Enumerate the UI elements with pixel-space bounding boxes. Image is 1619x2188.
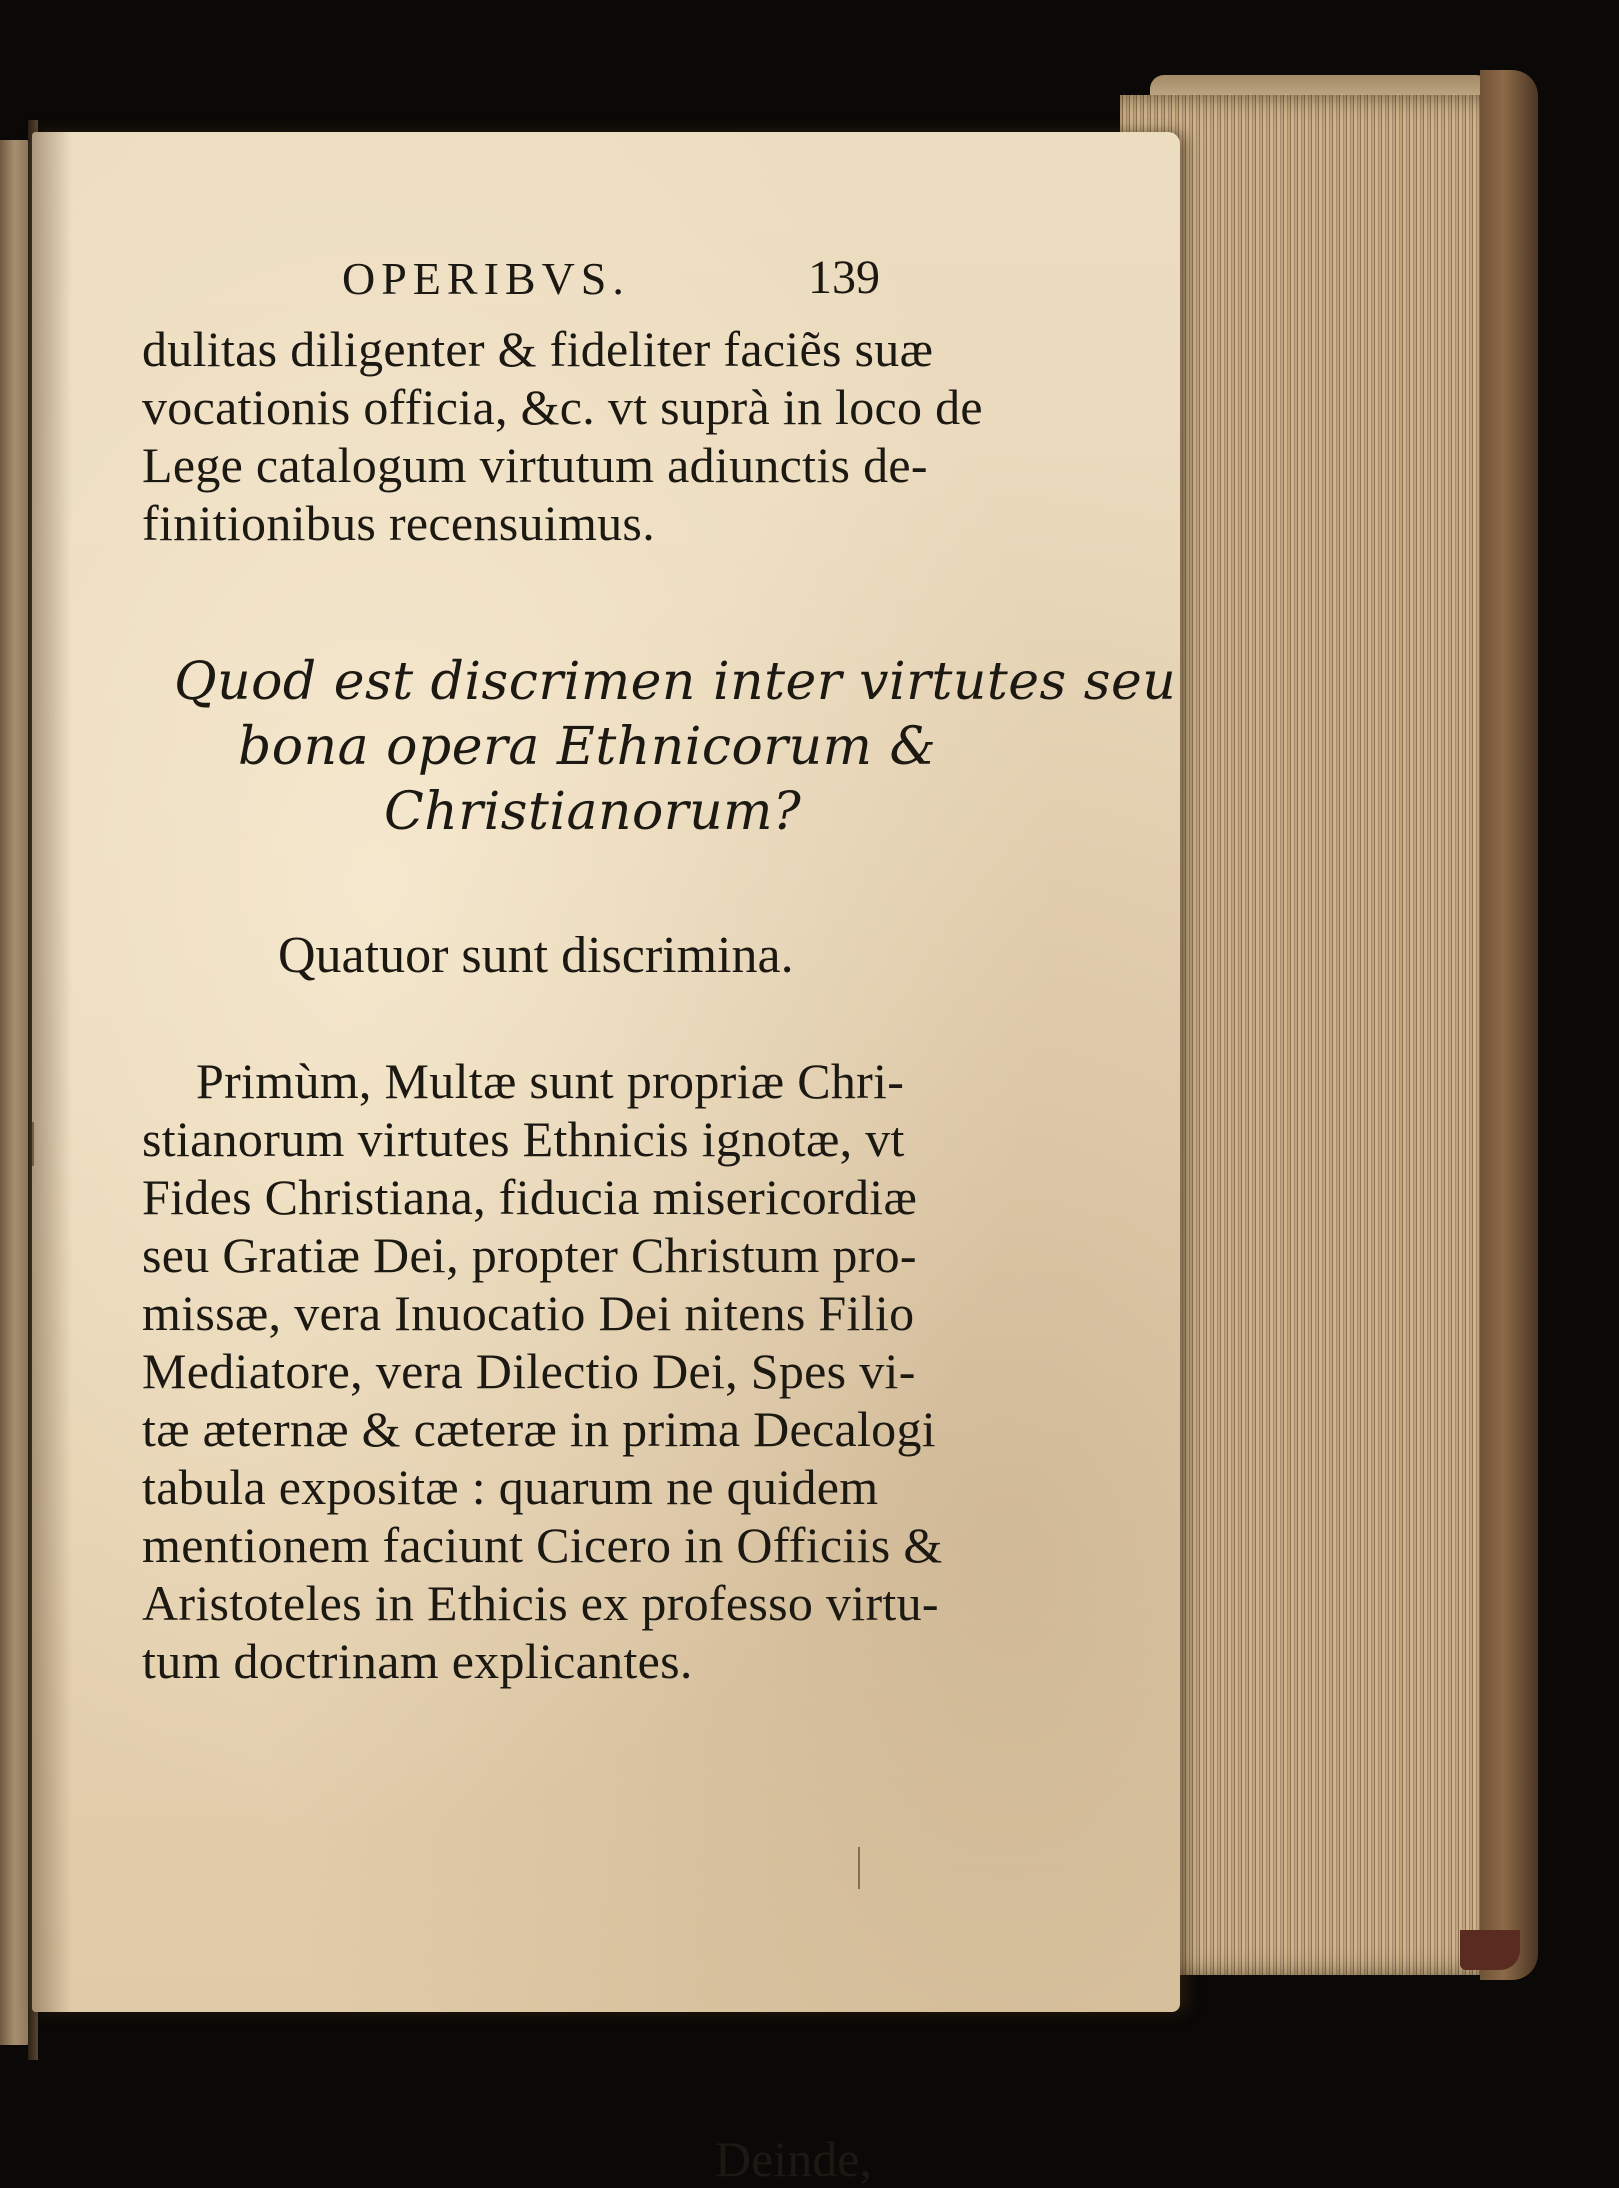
page-number: 139 xyxy=(808,251,880,304)
page-gutter-shadow xyxy=(32,132,72,2012)
paragraph-line: Primùm, Multæ sunt propriæ Chri- xyxy=(196,1053,905,1109)
paragraph-line: tabula expositæ : quarum ne quidem xyxy=(142,1459,879,1515)
paragraph-line: tæ æternæ & cæteræ in prima Decalogi xyxy=(142,1401,936,1457)
book-page xyxy=(32,132,1180,2187)
section-heading-line: Quod est discrimen inter virtutes seu xyxy=(174,652,1177,712)
paragraph-line: Fides Christiana, fiducia misericordiæ xyxy=(142,1169,918,1225)
paragraph-line: Lege catalogum virtutum adiunctis de- xyxy=(142,437,928,493)
section-heading-line: bona opera Ethnicorum & xyxy=(238,717,937,777)
section-heading-line: Christianorum? xyxy=(384,782,802,842)
paragraph-line: vocationis officia, &c. vt suprà in loco de xyxy=(142,379,983,435)
paragraph-line: finitionibus recensuimus. xyxy=(142,495,655,551)
catchword: Deinde, xyxy=(715,2131,872,2187)
paragraph-line: stianorum virtutes Ethnicis ignotæ, vt xyxy=(142,1111,905,1167)
subheading: Quatuor sunt discrimina. xyxy=(278,927,794,984)
book-binding xyxy=(1480,70,1538,1980)
stray-mark xyxy=(858,1847,860,1889)
paragraph-line: Aristoteles in Ethicis ex professo virtu- xyxy=(142,1575,939,1631)
page-stack xyxy=(1120,95,1520,1975)
paragraph-line: Mediatore, vera Dilectio Dei, Spes vi- xyxy=(142,1343,916,1399)
paragraph-line: missæ, vera Inuocatio Dei nitens Filio xyxy=(142,1285,915,1341)
paragraph-line: seu Gratiæ Dei, propter Christum pro- xyxy=(142,1227,917,1283)
running-head: OPERIBVS. xyxy=(342,253,630,304)
binding-foot xyxy=(1460,1930,1520,1970)
paragraph-line: tum doctrinam explicantes. xyxy=(142,1633,693,1689)
stray-mark xyxy=(32,1122,34,1166)
paragraph-line: mentionem faciunt Cicero in Officiis & xyxy=(142,1517,943,1573)
paragraph-line: dulitas diligenter & fideliter faciẽs suæ xyxy=(142,321,934,377)
